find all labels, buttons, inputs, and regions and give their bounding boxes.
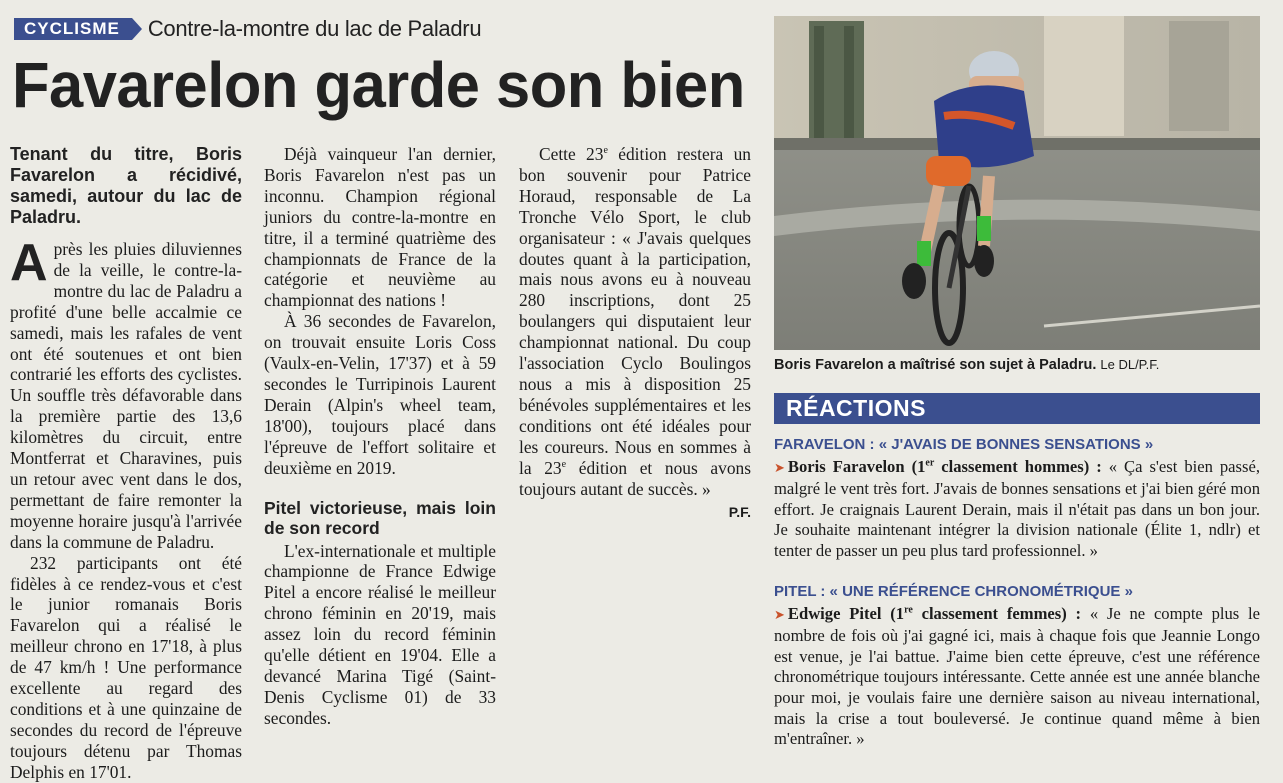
article-paragraph-1 [10,234,242,553]
kicker-subtitle: Contre-la-montre du lac de Paladru [147,16,482,41]
paragraph-text: édition et nous avons toujours autant de succès. » [519,457,751,499]
reaction-body [774,604,1260,750]
photo-caption [774,357,1159,373]
superscript: e [603,145,608,157]
reaction-speaker [788,457,1102,476]
section-rubric: CYCLISME [14,18,132,40]
reactions-title: RÉACTIONS [786,395,926,421]
article-column-1 [10,144,242,783]
superscript: re [904,604,913,616]
article-column-2 [264,144,496,729]
reaction-heading: FARAVELON : « J'AVAIS DE BONNES SENSATIONS » [774,436,1154,453]
article-subhead: Pitel victorieuse, mais loin de son record [264,497,496,538]
speaker-text: Boris Faravelon (1 [787,456,926,476]
kicker [14,16,481,42]
speaker-text: classement femmes) : [912,603,1082,623]
article-paragraph-3: Déjà vainqueur l'an dernier, Boris Favarelon n'est pas un inconnu. Champion régional juniors du contre-la-montre en titre, il a terminé quatrième des championnats de France de la catégorie et neuvième au championnat des nations ! [264,144,496,311]
reaction-body [774,457,1260,562]
superscript: e [561,458,567,470]
author-signature: P.F. [728,504,751,521]
reaction-speaker [788,604,1081,623]
reaction-heading: PITEL : « UNE RÉFÉRENCE CHRONOMÉTRIQUE » [774,583,1133,600]
reaction-item-faravelon [774,435,1260,562]
superscript: er [925,457,935,469]
article-paragraph-5: L'ex-internationale et multiple championne de France Edwige Pitel a encore réalisé le meilleur chrono féminin en 20'19, mais assez loin du record féminin qu'elle détient en 19'04. Elle a devancé Marina Tigé (Saint-Denis Cyclisme 01) de 33 secondes. [264,540,496,728]
cyclist-photo [774,16,1260,350]
arrow-icon: ➤ [774,460,785,476]
speaker-text: Edwige Pitel (1 [787,603,905,623]
paragraph-text: 232 participants ont été fidèles à ce rendez-vous et c'est le junior romanais Boris Favarelon qui a réalisé le meilleur chrono en 17'18, à plus de 47 km/h ! Une performance excellente au regard des conditions et à une quinzaine de secondes du record de l'épreuve toujours détenu par Thomas Delphis en 17'01. [10,552,242,782]
paragraph-text: près les pluies diluviennes de la veille, le contre-la-montre du lac de Paladru a profité d'une belle accalmie ce samedi, mais les rafales de vent ont été soutenues et ont bien contrarié les efforts des cyclistes. Un souffle très défavorable dans la première partie des 13,6 kilomètres du circuit, entre Montferrat et Charavines, puis un retour avec vent dans le dos, permettant de faire remonter la moyenne horaire jusqu'à l'arrivée dans la commune de Paladru. [10,239,242,552]
caption-text: Boris Favarelon a maîtrisé son sujet à Paladru. [774,357,1097,373]
headline: Favarelon garde son bien [12,49,745,121]
arrow-icon: ➤ [774,607,785,623]
article-paragraph-4: À 36 secondes de Favarelon, on trouvait ensuite Loris Coss (Vaulx-en-Velin, 17'37) et à 59 secondes le Turripinois Laurent Derain (Alpin's wheel team, 18'00), toujours placé dans l'épreuve de l'effort solitaire et deuxième en 2019. [264,311,496,478]
photo-credit: Le DL/P.F. [1100,357,1160,372]
paragraph-text: édition restera un bon souvenir pour Patrice Horaud, responsable de La Tronche Vélo Sport, le club organisateur : « J'avais quelques doutes quant à la participation, mais nous avons eu à nouveau 280 inscriptions, dont 25 boulangers qui disputaient leur championnat national. Du coup l'association Cyclo Boulingos nous a mis à disposition 25 bénévoles supplémentaires et les conditions ont été idéales pour les coureurs. Nous en sommes à la 23 [519,144,751,478]
paragraph-text: Cette 23 [539,144,604,164]
article-paragraph-2 [10,553,242,783]
reaction-quote: « Ça s'est bien passé, malgré le vent très fort. J'avais de bonnes sensations et j'ai bien géré mon effort. Je craignais Laurent Derain, mais il n'était pas dans un bon jour. Je souhaite maintenant intégrer la division nationale (Élite 1, ndlr) et tenter de passer un peu plus tard professionnel. » [774,456,1260,560]
article-column-3 [519,144,751,523]
drop-cap: A [10,234,48,292]
reaction-quote: « Je ne compte plus le nombre de fois où j'ai gagné ici, mais à chaque fois que Jeannie Longo est venue, je l'ai battue. J'aime bien cette épreuve, c'est une référence chronométrique toujours intéressante. Cette année est une année blanche pour moi, je voulais faire une dernière saison au niveau international, mais la crise a tout bouleversé. Je continue quand même à bien m'entraîner. » [774,603,1260,749]
standfirst: Tenant du titre, Boris Favarelon a récidivé, samedi, autour du lac de Paladru. [10,144,242,227]
speaker-text: classement hommes) : [934,456,1102,476]
reactions-header [774,393,1260,424]
cyclist-photo-illustration [774,16,1260,350]
article-paragraph-6 [519,144,751,499]
reaction-item-pitel [774,582,1260,750]
